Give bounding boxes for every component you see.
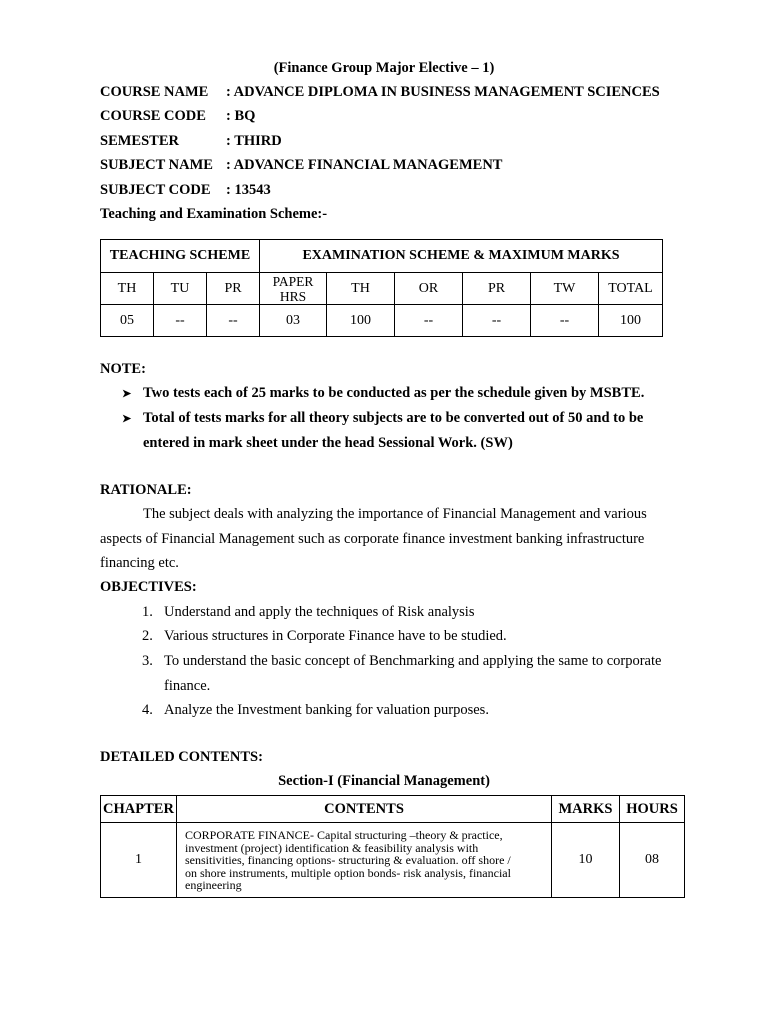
objective-item (142, 702, 489, 719)
contents-line: investment (project) identification & feasibility analysis with (185, 840, 479, 855)
table-cell: -- (154, 305, 207, 337)
note-item-continuation: entered in mark sheet under the head Sessional Work. (SW) (143, 435, 513, 451)
contents-line: engineering (185, 878, 242, 893)
column-header: PAPER HRS (260, 273, 327, 305)
scheme-column-row (101, 273, 663, 305)
contents-line: sensitivities, financing options- structuring & evaluation. off shore / (185, 853, 511, 868)
info-label: SEMESTER (100, 133, 179, 149)
table-cell: 100 (327, 305, 395, 337)
contents-line: on shore instruments, multiple option bonds- risk analysis, financial (185, 865, 511, 880)
table-cell: -- (207, 305, 260, 337)
column-header: TU (154, 273, 207, 305)
objective-text: Understand and apply the techniques of Risk analysis (164, 604, 475, 620)
hours-cell: 08 (620, 823, 685, 898)
note-item-text: Two tests each of 25 marks to be conducted as per the schedule given by MSBTE. (143, 385, 645, 401)
column-header: PR (207, 273, 260, 305)
rationale-line: aspects of Financial Management such as corporate finance investment banking infrastructure (100, 531, 645, 547)
objective-number: 3. (142, 653, 153, 669)
table-cell: 05 (101, 305, 154, 337)
info-value: : ADVANCE DIPLOMA IN BUSINESS MANAGEMENT SCIENCES (226, 84, 660, 100)
objective-text: To understand the basic concept of Benchmarking and applying the same to corporate (164, 653, 662, 669)
table-cell: 03 (260, 305, 327, 337)
table-cell: 100 (599, 305, 663, 337)
table-row (101, 823, 685, 898)
info-value: : 13543 (226, 182, 271, 198)
table-cell: -- (395, 305, 463, 337)
contents-table (100, 795, 685, 898)
info-label: COURSE NAME (100, 84, 209, 100)
contents-line: CORPORATE FINANCE- Capital structuring –theory & practice, (185, 828, 503, 843)
contents-header: CONTENTS (177, 796, 552, 823)
contents-header-row (101, 796, 685, 823)
contents-cell (177, 823, 552, 898)
info-label: COURSE CODE (100, 108, 206, 124)
info-value: : ADVANCE FINANCIAL MANAGEMENT (226, 157, 503, 173)
detailed-contents-title: DETAILED CONTENTS: (100, 749, 263, 765)
column-header: OR (395, 273, 463, 305)
objective-number: 4. (142, 702, 153, 718)
arrow-bullet-icon: ➤ (122, 388, 132, 400)
arrow-bullet-icon: ➤ (122, 413, 132, 425)
objective-item (142, 604, 474, 621)
section-title: Section-I (Financial Management) (278, 773, 490, 789)
info-label: SUBJECT NAME (100, 157, 213, 173)
objective-number: 1. (142, 604, 153, 620)
objective-text: Analyze the Investment banking for valuation purposes. (164, 702, 489, 718)
note-title: NOTE: (100, 361, 146, 377)
note-item (122, 385, 644, 402)
scheme-table (100, 239, 663, 337)
chapter-header: CHAPTER (101, 796, 177, 823)
column-header: TOTAL (599, 273, 663, 305)
objective-number: 2. (142, 628, 153, 644)
table-cell: -- (463, 305, 531, 337)
chapter-cell: 1 (101, 823, 177, 898)
column-header: PR (463, 273, 531, 305)
exam-scheme-header: EXAMINATION SCHEME & MAXIMUM MARKS (260, 240, 663, 273)
objectives-title: OBJECTIVES: (100, 579, 197, 595)
table-cell: -- (531, 305, 599, 337)
note-item-text: Total of tests marks for all theory subjects are to be converted out of 50 and to be (143, 410, 644, 426)
info-label: SUBJECT CODE (100, 182, 211, 198)
document-title: (Finance Group Major Elective – 1) (273, 60, 495, 76)
rationale-title: RATIONALE: (100, 482, 192, 498)
scheme-header-row (101, 240, 663, 273)
scheme-value-row (101, 305, 663, 337)
column-header: TH (101, 273, 154, 305)
marks-header: MARKS (552, 796, 620, 823)
column-header: TH (327, 273, 395, 305)
info-value: : THIRD (226, 133, 282, 149)
hours-header: HOURS (620, 796, 685, 823)
teaching-scheme-header: TEACHING SCHEME (101, 240, 260, 273)
marks-cell: 10 (552, 823, 620, 898)
note-item (122, 410, 643, 427)
column-header: TW (531, 273, 599, 305)
rationale-line: The subject deals with analyzing the importance of Financial Management and various (143, 506, 647, 522)
objective-text: Various structures in Corporate Finance have to be studied. (164, 628, 507, 644)
objective-item-continuation: finance. (164, 678, 211, 694)
rationale-line: financing etc. (100, 555, 179, 571)
scheme-heading: Teaching and Examination Scheme:- (100, 206, 328, 222)
objective-item (142, 628, 507, 645)
info-value: : BQ (226, 108, 256, 124)
objective-item (142, 653, 661, 670)
